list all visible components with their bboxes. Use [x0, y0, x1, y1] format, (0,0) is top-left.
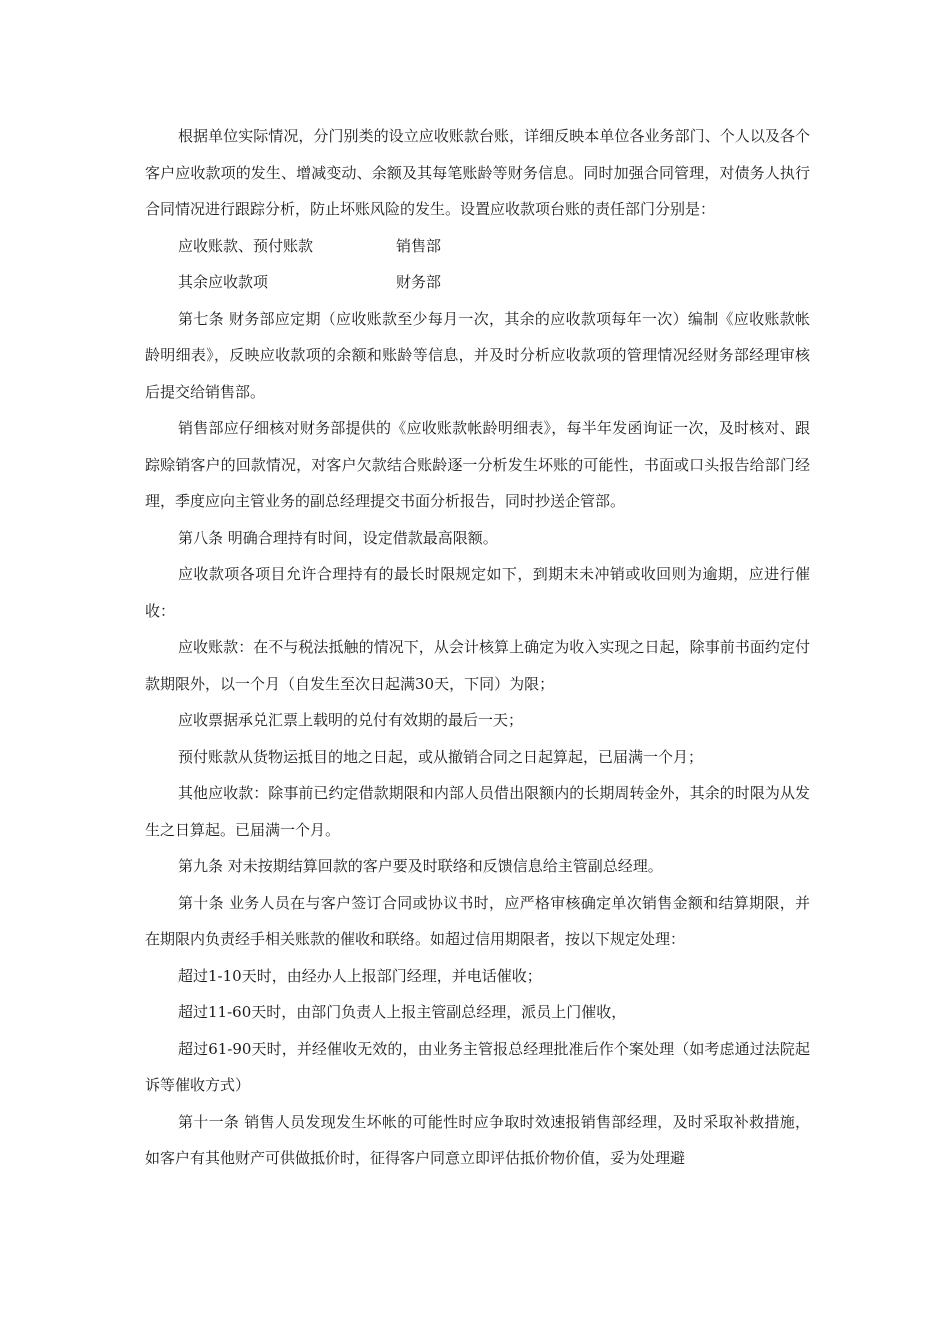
article-9: 第九条 对未按期结算回款的客户要及时联络和反馈信息给主管副总经理。 [178, 857, 663, 875]
article-10-item-c: 超过61-90天时，并经催收无效的，由业务主管报总经理批准后作个案处理（如考虑通过法院起诉等催收方式） [145, 1039, 810, 1094]
article-8-other: 其他应收款：除事前已约定借款期限和内部人员借出限额内的长期周转金外，其余的时限为从发生之日算起。已届满一个月。 [145, 784, 810, 839]
document-body [145, 118, 810, 1177]
article-8-prepaid: 预付账款从货物运抵目的地之日起，或从撤销合同之日起算起，已届满一个月； [178, 747, 704, 766]
ledger-item: 应收账款、预付账款 [178, 236, 314, 255]
article-10-item-b: 超过11-60天时，由部门负责人上报主管副总经理，派员上门催收， [178, 1003, 627, 1021]
article-7-sales: 销售部应仔细核对财务部提供的《应收账款帐龄明细表》，每半年发函询证一次，及时核对、跟踪赊销客户的回款情况，对客户欠款结合账龄逐一分析发生坏账的可能性，书面或口头报告给部门经理，季度应向主管业务的副总经理提交书面分析报告，同时抄送企管部。 [145, 419, 810, 510]
article-7: 第七条 财务部应定期（应收账款至少每月一次，其余的应收款项每年一次）编制《应收账款帐龄明细表》，反映应收款项的余额和账龄等信息，并及时分析应收款项的管理情况经财务部经理审核后提交给销售部。 [145, 309, 810, 401]
ledger-row [145, 228, 810, 265]
article-8: 第八条 明确合理持有时间，设定借款最高限额。 [178, 528, 498, 547]
ledger-row [145, 264, 810, 301]
article-10-item-a: 超过1-10天时，由经办人上报部门经理，并电话催收； [178, 966, 542, 985]
article-8-intro: 应收款项各项目允许合理持有的最长时限规定如下，到期末未冲销或收回则为逾期，应进行催收： [145, 565, 810, 620]
ledger-item: 其余应收款项 [178, 273, 269, 291]
article-8-receivable: 应收账款：在不与税法抵触的情况下，从会计核算上确定为收入实现之日起，除事前书面约定付款期限外，以一个月（自发生至次日起满30天，下同）为限； [145, 638, 810, 693]
ledger-dept: 财务部 [396, 273, 442, 291]
ledger-dept: 销售部 [396, 236, 442, 255]
article-11: 第十一条 销售人员发现发生坏帐的可能性时应争取时效速报销售部经理，及时采取补救措施，如客户有其他财产可供做抵价时，征得客户同意立即评估抵价物价值，妥为处理避 [145, 1112, 810, 1167]
paragraph-intro: 根据单位实际情况，分门别类的设立应收账款台账，详细反映本单位各业务部门、个人以及各个客户应收款项的发生、增减变动、余额及其每笔账龄等财务信息。同时加强合同管理，对债务人执行合同情况进行跟踪分析，防止坏账风险的发生。设置应收款项台账的责任部门分别是： [145, 127, 810, 218]
article-8-notes: 应收票据承兑汇票上载明的兑付有效期的最后一天； [178, 711, 524, 729]
article-10: 第十条 业务人员在与客户签订合同或协议书时，应严格审核确定单次销售金额和结算期限，并在期限内负责经手相关账款的催收和联络。如超过信用期限者，按以下规定处理： [145, 893, 810, 948]
